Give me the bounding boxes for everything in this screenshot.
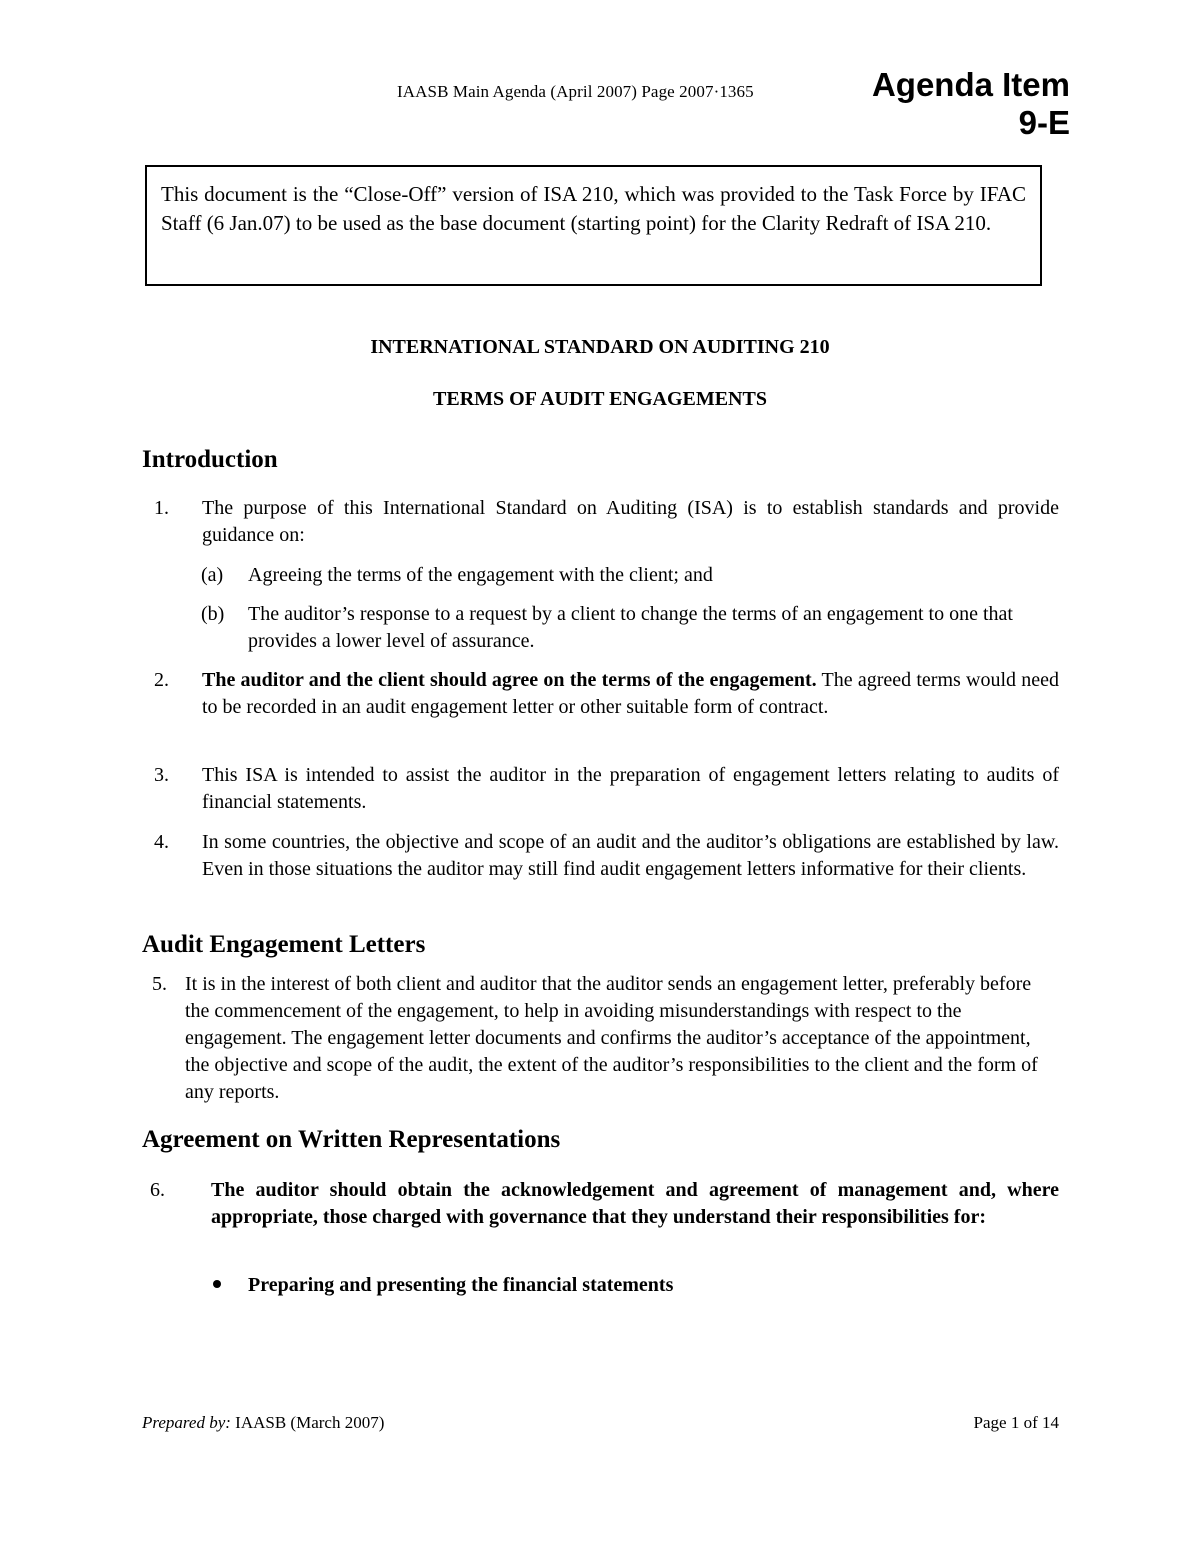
paragraph-text: In some countries, the objective and scope of an audit and the auditor’s obligations are established by law. Even in those situations the auditor may still find audit engagement letters informative for their clients.: [202, 831, 1059, 880]
footer-page-number: Page 1 of 14: [973, 1413, 1059, 1432]
footer-prepared-by: [142, 1413, 384, 1433]
paragraph-number: 1.: [154, 497, 169, 519]
section-heading-letters: Audit Engagement Letters: [142, 931, 426, 958]
paragraph-text: It is in the interest of both client and auditor that the auditor sends an engagement letter, preferably before the commencement of the engagement, to help in avoiding misunderstandings with respect to the engagement. The engagement letter documents and confirms the auditor’s acceptance of the appointment, the objective and scope of the audit, the extent of the auditor’s responsibilities to the client and the form of any reports.: [185, 973, 1038, 1103]
paragraph-bold-text: The auditor and the client should agree on the terms of the engagement.: [202, 669, 817, 691]
paragraph-text: [202, 667, 1059, 721]
bullet-text: Preparing and presenting the financial statements: [248, 1274, 674, 1296]
bullet-icon: [213, 1280, 221, 1288]
agenda-item-title: Agenda Item: [871, 66, 1070, 103]
section-heading-introduction: Introduction: [142, 446, 278, 473]
prepared-by-value: IAASB (March 2007): [230, 1413, 385, 1432]
paragraph-number: 6.: [150, 1179, 165, 1201]
paragraph-number: 2.: [154, 669, 169, 691]
paragraph-number: 3.: [154, 764, 169, 786]
paragraph-plain-text: The agreed terms would need to be recorded in an audit engagement letter or other suitable form of contract.: [202, 669, 1059, 718]
subitem-label: (a): [201, 564, 224, 586]
subitem-text: The auditor’s response to a request by a client to change the terms of an engagement to one that provides a lower level of assurance.: [248, 603, 1013, 652]
prepared-by-label: Prepared by:: [142, 1413, 231, 1432]
notice-box: This document is the “Close-Off” version of ISA 210, which was provided to the Task Force by IFAC Staff (6 Jan.07) to be used as the base document (starting point) for the Clarity Redraft of ISA 210.: [145, 165, 1042, 286]
agenda-item-number: 9-E: [1018, 104, 1070, 141]
header-meta: IAASB Main Agenda (April 2007) Page 2007·1365: [397, 82, 754, 101]
paragraph-text: The auditor should obtain the acknowledgement and agreement of management and, where appropriate, those charged with governance that they understand their responsibilities for:: [211, 1179, 1059, 1228]
paragraph-text: The purpose of this International Standard on Auditing (ISA) is to establish standards and provide guidance on:: [202, 497, 1059, 546]
standard-subtitle: TERMS OF AUDIT ENGAGEMENTS: [433, 388, 767, 410]
paragraph-number: 5.: [152, 973, 167, 995]
paragraph-number: 4.: [154, 831, 169, 853]
section-heading-representations: Agreement on Written Representations: [142, 1126, 561, 1153]
agenda-item-label: [872, 66, 1070, 142]
paragraph-text: This ISA is intended to assist the auditor in the preparation of engagement letters relating to audits of financial statements.: [202, 764, 1059, 813]
subitem-text: Agreeing the terms of the engagement with the client; and: [248, 564, 713, 586]
subitem-label: (b): [201, 603, 225, 625]
standard-title: INTERNATIONAL STANDARD ON AUDITING 210: [370, 336, 830, 358]
